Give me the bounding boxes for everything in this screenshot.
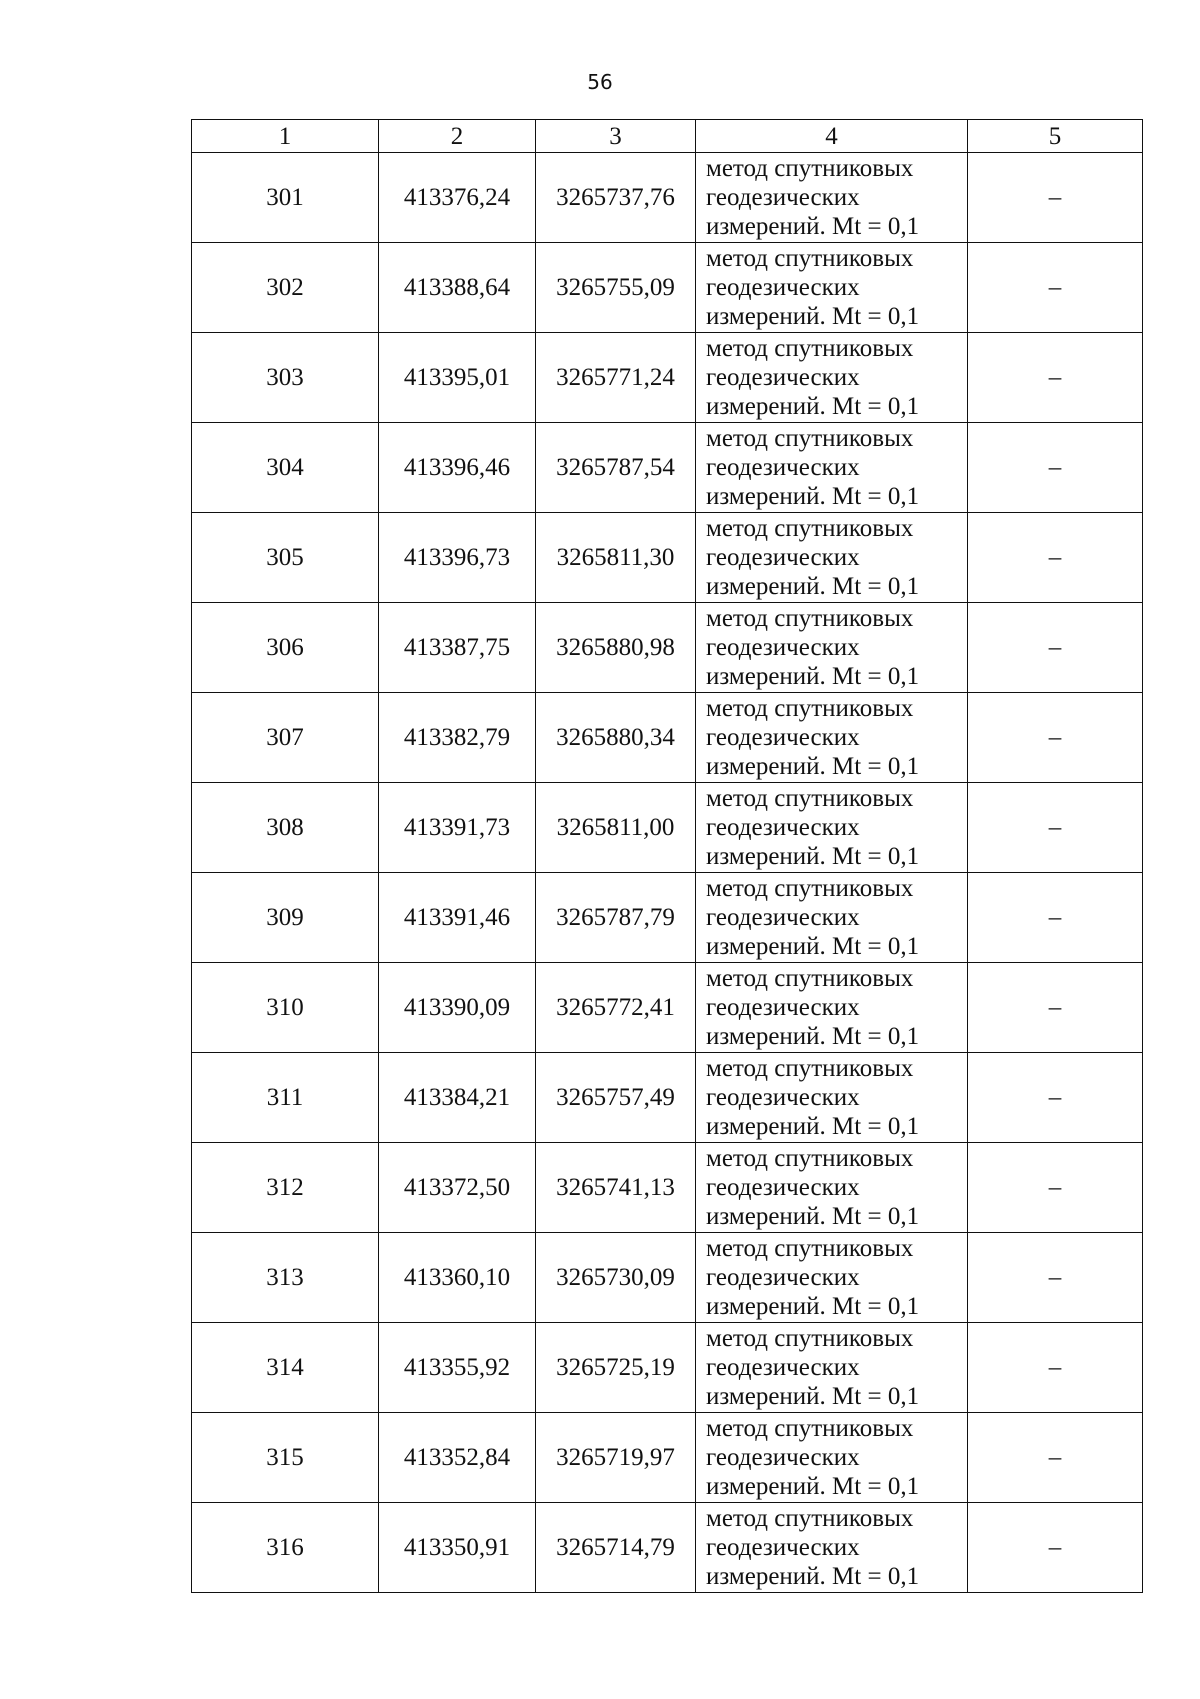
method-text-line: геодезических <box>706 1084 860 1111</box>
table-row <box>192 603 1143 693</box>
x-coordinate-cell: 413390,09 <box>379 963 536 1053</box>
x-coordinate-cell: 413384,21 <box>379 1053 536 1143</box>
table-row <box>192 423 1143 513</box>
method-cell <box>696 1233 968 1323</box>
y-coordinate-cell: 3265755,09 <box>536 243 696 333</box>
x-coordinate-cell: 413391,73 <box>379 783 536 873</box>
note-cell: – <box>968 1503 1143 1593</box>
method-text-line: метод спутниковых <box>706 245 914 272</box>
page-number: 56 <box>587 70 613 94</box>
y-coordinate-cell: 3265725,19 <box>536 1323 696 1413</box>
y-coordinate-cell: 3265741,13 <box>536 1143 696 1233</box>
method-cell <box>696 1143 968 1233</box>
x-coordinate-cell: 413391,46 <box>379 873 536 963</box>
y-coordinate-cell: 3265737,76 <box>536 153 696 243</box>
method-text-line: измерений. Mt = 0,1 <box>706 753 920 780</box>
method-text-line: метод спутниковых <box>706 785 914 812</box>
x-coordinate-cell: 413350,91 <box>379 1503 536 1593</box>
table-row <box>192 243 1143 333</box>
y-coordinate-cell: 3265811,00 <box>536 783 696 873</box>
method-text-line: метод спутниковых <box>706 1235 914 1262</box>
point-number-cell: 315 <box>192 1413 379 1503</box>
table-row <box>192 783 1143 873</box>
method-text-line: геодезических <box>706 364 860 391</box>
method-text-line: метод спутниковых <box>706 425 914 452</box>
method-text-line: геодезических <box>706 994 860 1021</box>
table-row <box>192 1053 1143 1143</box>
method-text-line: метод спутниковых <box>706 1505 914 1532</box>
table-row <box>192 513 1143 603</box>
x-coordinate-cell: 413396,46 <box>379 423 536 513</box>
note-cell: – <box>968 1233 1143 1323</box>
table-row <box>192 333 1143 423</box>
method-text-line: измерений. Mt = 0,1 <box>706 843 920 870</box>
method-text-line: измерений. Mt = 0,1 <box>706 303 920 330</box>
method-text-line: измерений. Mt = 0,1 <box>706 1023 920 1050</box>
y-coordinate-cell: 3265771,24 <box>536 333 696 423</box>
method-text-line: измерений. Mt = 0,1 <box>706 1113 920 1140</box>
method-text-line: измерений. Mt = 0,1 <box>706 1293 920 1320</box>
method-cell <box>696 1503 968 1593</box>
method-cell <box>696 243 968 333</box>
method-text-line: геодезических <box>706 814 860 841</box>
header-col-2: 2 <box>379 120 536 153</box>
point-number-cell: 310 <box>192 963 379 1053</box>
point-number-cell: 308 <box>192 783 379 873</box>
point-number-cell: 305 <box>192 513 379 603</box>
header-col-3: 3 <box>536 120 696 153</box>
x-coordinate-cell: 413387,75 <box>379 603 536 693</box>
x-coordinate-cell: 413396,73 <box>379 513 536 603</box>
method-text-line: геодезических <box>706 634 860 661</box>
method-text-line: измерений. Mt = 0,1 <box>706 1473 920 1500</box>
y-coordinate-cell: 3265811,30 <box>536 513 696 603</box>
x-coordinate-cell: 413388,64 <box>379 243 536 333</box>
method-text-line: метод спутниковых <box>706 965 914 992</box>
table-row <box>192 153 1143 243</box>
method-text-line: геодезических <box>706 1444 860 1471</box>
method-text-line: измерений. Mt = 0,1 <box>706 1563 920 1590</box>
y-coordinate-cell: 3265880,34 <box>536 693 696 783</box>
method-text-line: геодезических <box>706 724 860 751</box>
method-text-line: геодезических <box>706 274 860 301</box>
x-coordinate-cell: 413355,92 <box>379 1323 536 1413</box>
table-row <box>192 1503 1143 1593</box>
point-number-cell: 303 <box>192 333 379 423</box>
table-header <box>192 120 1143 153</box>
note-cell: – <box>968 1053 1143 1143</box>
method-text-line: измерений. Mt = 0,1 <box>706 1383 920 1410</box>
method-text-line: геодезических <box>706 904 860 931</box>
y-coordinate-cell: 3265757,49 <box>536 1053 696 1143</box>
method-text-line: измерений. Mt = 0,1 <box>706 573 920 600</box>
method-text-line: геодезических <box>706 184 860 211</box>
y-coordinate-cell: 3265787,54 <box>536 423 696 513</box>
table-row <box>192 963 1143 1053</box>
method-cell <box>696 1053 968 1143</box>
table-row <box>192 873 1143 963</box>
method-text-line: метод спутниковых <box>706 155 914 182</box>
method-text-line: метод спутниковых <box>706 1145 914 1172</box>
x-coordinate-cell: 413376,24 <box>379 153 536 243</box>
method-cell <box>696 153 968 243</box>
table-body <box>192 153 1143 1593</box>
y-coordinate-cell: 3265719,97 <box>536 1413 696 1503</box>
table-row <box>192 693 1143 783</box>
method-text-line: метод спутниковых <box>706 875 914 902</box>
method-cell <box>696 783 968 873</box>
method-cell <box>696 333 968 423</box>
method-cell <box>696 603 968 693</box>
coordinates-table <box>191 119 1143 1593</box>
method-text-line: измерений. Mt = 0,1 <box>706 933 920 960</box>
method-text-line: метод спутниковых <box>706 1325 914 1352</box>
y-coordinate-cell: 3265880,98 <box>536 603 696 693</box>
y-coordinate-cell: 3265730,09 <box>536 1233 696 1323</box>
note-cell: – <box>968 243 1143 333</box>
header-row <box>192 120 1143 153</box>
note-cell: – <box>968 153 1143 243</box>
method-cell <box>696 423 968 513</box>
note-cell: – <box>968 783 1143 873</box>
point-number-cell: 309 <box>192 873 379 963</box>
method-text-line: геодезических <box>706 1534 860 1561</box>
method-cell <box>696 1413 968 1503</box>
point-number-cell: 306 <box>192 603 379 693</box>
method-cell <box>696 873 968 963</box>
note-cell: – <box>968 693 1143 783</box>
point-number-cell: 301 <box>192 153 379 243</box>
note-cell: – <box>968 513 1143 603</box>
note-cell: – <box>968 1143 1143 1233</box>
table-row <box>192 1233 1143 1323</box>
point-number-cell: 302 <box>192 243 379 333</box>
header-col-5: 5 <box>968 120 1143 153</box>
method-text-line: измерений. Mt = 0,1 <box>706 1203 920 1230</box>
method-text-line: измерений. Mt = 0,1 <box>706 663 920 690</box>
method-text-line: измерений. Mt = 0,1 <box>706 483 920 510</box>
method-cell <box>696 513 968 603</box>
table-row <box>192 1323 1143 1413</box>
method-text-line: метод спутниковых <box>706 1055 914 1082</box>
method-text-line: метод спутниковых <box>706 605 914 632</box>
table-row <box>192 1143 1143 1233</box>
point-number-cell: 313 <box>192 1233 379 1323</box>
note-cell: – <box>968 963 1143 1053</box>
point-number-cell: 304 <box>192 423 379 513</box>
x-coordinate-cell: 413395,01 <box>379 333 536 423</box>
y-coordinate-cell: 3265772,41 <box>536 963 696 1053</box>
method-text-line: измерений. Mt = 0,1 <box>706 213 920 240</box>
note-cell: – <box>968 423 1143 513</box>
point-number-cell: 311 <box>192 1053 379 1143</box>
x-coordinate-cell: 413382,79 <box>379 693 536 783</box>
header-col-1: 1 <box>192 120 379 153</box>
method-cell <box>696 1323 968 1413</box>
method-text-line: геодезических <box>706 1354 860 1381</box>
point-number-cell: 312 <box>192 1143 379 1233</box>
method-text-line: геодезических <box>706 1174 860 1201</box>
x-coordinate-cell: 413372,50 <box>379 1143 536 1233</box>
method-text-line: метод спутниковых <box>706 335 914 362</box>
point-number-cell: 307 <box>192 693 379 783</box>
x-coordinate-cell: 413352,84 <box>379 1413 536 1503</box>
x-coordinate-cell: 413360,10 <box>379 1233 536 1323</box>
note-cell: – <box>968 1413 1143 1503</box>
method-text-line: геодезических <box>706 1264 860 1291</box>
point-number-cell: 314 <box>192 1323 379 1413</box>
method-text-line: метод спутниковых <box>706 695 914 722</box>
note-cell: – <box>968 333 1143 423</box>
table-row <box>192 1413 1143 1503</box>
method-text-line: измерений. Mt = 0,1 <box>706 393 920 420</box>
method-text-line: метод спутниковых <box>706 1415 914 1442</box>
y-coordinate-cell: 3265787,79 <box>536 873 696 963</box>
note-cell: – <box>968 603 1143 693</box>
note-cell: – <box>968 1323 1143 1413</box>
method-cell <box>696 693 968 783</box>
method-text-line: геодезических <box>706 454 860 481</box>
method-text-line: геодезических <box>706 544 860 571</box>
method-cell <box>696 963 968 1053</box>
header-col-4: 4 <box>696 120 968 153</box>
note-cell: – <box>968 873 1143 963</box>
method-text-line: метод спутниковых <box>706 515 914 542</box>
y-coordinate-cell: 3265714,79 <box>536 1503 696 1593</box>
point-number-cell: 316 <box>192 1503 379 1593</box>
